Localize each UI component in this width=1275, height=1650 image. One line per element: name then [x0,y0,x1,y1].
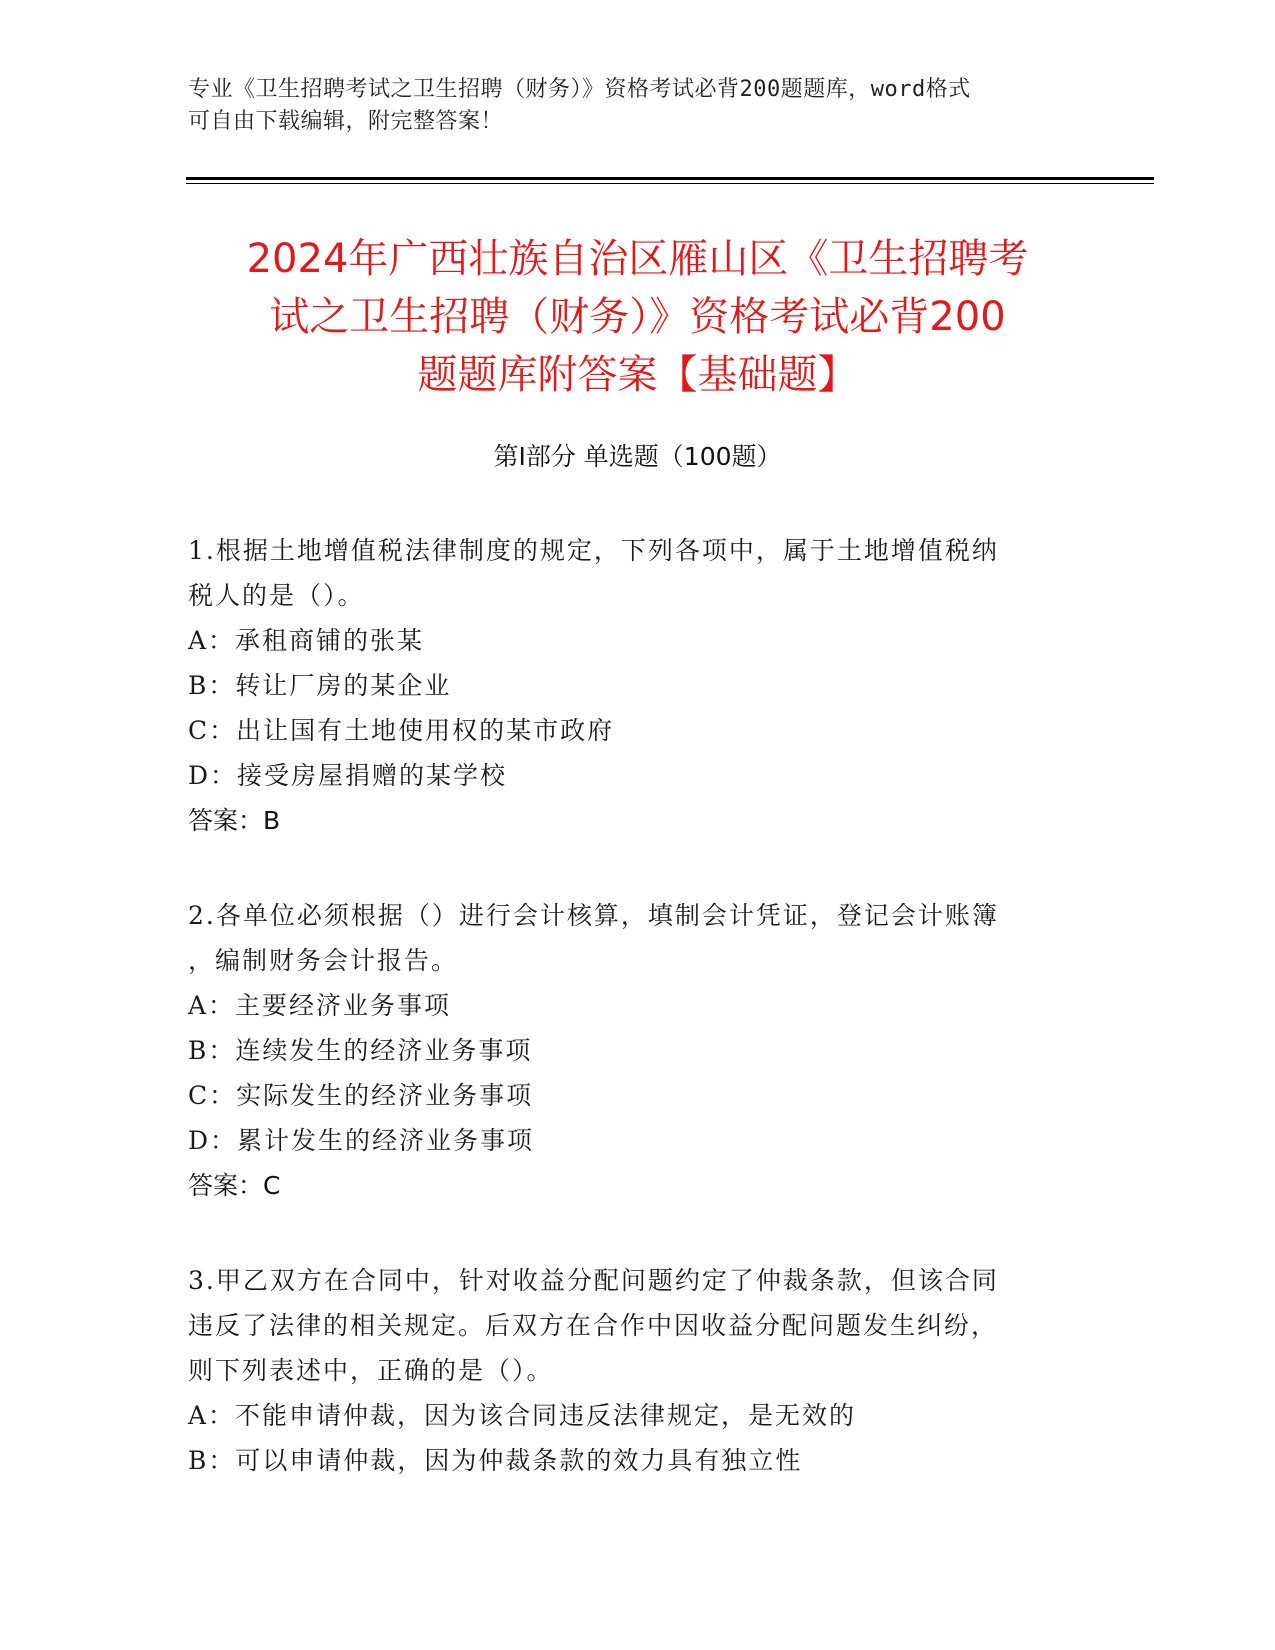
option-b: B：转让厂房的某企业 [188,671,452,700]
option-a: A：主要经济业务事项 [188,991,452,1020]
header-note-line: 可自由下载编辑，附完整答案！ [188,109,504,134]
header-divider-thick [186,177,1154,180]
header-note-line: 专业《卫生招聘考试之卫生招聘（财务）》资格考试必背200题题库，word格式 [188,77,971,102]
document-title [150,230,1125,404]
answer-line: 答案：C [188,1171,281,1200]
question-stem-line: 1.根据土地增值税法律制度的规定，下列各项中，属于土地增值税纳 [188,536,999,565]
question-stem-line: ，编制财务会计报告。 [188,946,459,975]
answer-line: 答案：B [188,806,281,835]
question-item [188,893,1088,1208]
option-b: B：可以申请仲裁，因为仲裁条款的效力具有独立性 [188,1446,803,1475]
question-stem-line: 违反了法律的相关规定。后双方在合作中因收益分配问题发生纠纷， [188,1311,999,1340]
header-note [188,74,1068,138]
option-c: C：实际发生的经济业务事项 [188,1081,534,1110]
question-stem-line: 则下列表述中，正确的是（）。 [188,1356,554,1385]
option-c: C：出让国有土地使用权的某市政府 [188,716,615,745]
option-a: A：承租商铺的张某 [188,626,425,655]
question-item [188,528,1088,843]
question-stem-line: 3.甲乙双方在合同中，针对收益分配问题约定了仲裁条款，但该合同 [188,1266,999,1295]
option-d: D：接受房屋捐赠的某学校 [188,761,508,790]
question-stem-line: 税人的是（）。 [188,581,365,610]
title-line: 2024年广西壮族自治区雁山区《卫生招聘考 [246,236,1029,282]
option-b: B：连续发生的经济业务事项 [188,1036,533,1065]
title-line: 题题库附答案【基础题】 [417,352,858,398]
question-list [188,528,1088,1533]
question-item [188,1258,1088,1483]
section-heading: 第Ⅰ部分 单选题（100题） [493,442,782,471]
title-line: 试之卫生招聘（财务）》资格考试必背200 [269,294,1006,340]
question-stem-line: 2.各单位必须根据（）进行会计核算，填制会计凭证，登记会计账簿 [188,901,999,930]
option-d: D：累计发生的经济业务事项 [188,1126,535,1155]
header-divider-thin [186,183,1154,184]
option-a: A：不能申请仲裁，因为该合同违反法律规定，是无效的 [188,1401,857,1430]
